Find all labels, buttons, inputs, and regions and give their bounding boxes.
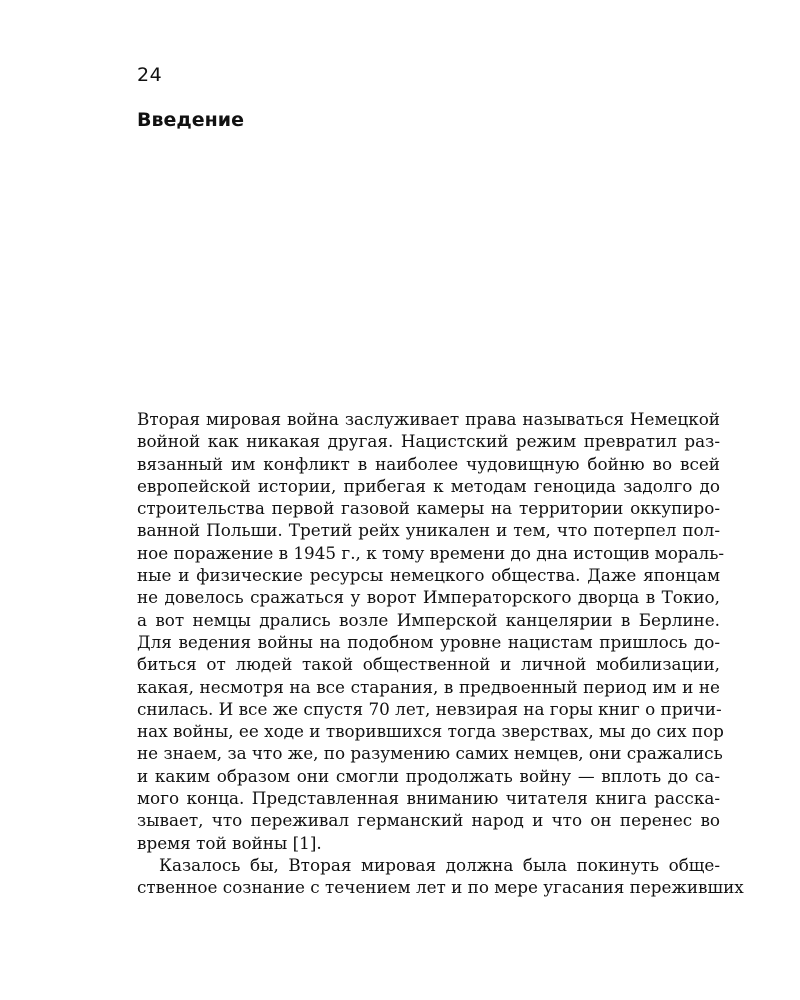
paragraph-1	[137, 408, 725, 854]
text-line: Вторая мировая война заслуживает права называться Немецкой	[137, 409, 720, 429]
text-line: Казалось бы, Вторая мировая должна была покинуть обще-	[159, 854, 720, 875]
text-line: войной как никакая другая. Нацистский режим превратил раз-	[137, 431, 720, 452]
text-line: какая, несмотря на все старания, в предвоенный период им и не	[137, 676, 720, 697]
text-line: не довелось сражаться у ворот Императорского дворца в Токио,	[137, 587, 720, 608]
text-line: ванной Польши. Третий рейх уникален и тем, что потерпел пол-	[137, 520, 720, 541]
text-line: европейской истории, прибегая к методам геноцида задолго до	[137, 475, 720, 496]
text-line: ное поражение в 1945 г., к тому времени до дна истощив мораль-	[137, 542, 725, 563]
text-line: мого конца. Представленная вниманию читателя книга расска-	[137, 788, 720, 809]
text-line: Для ведения войны на подобном уровне нацистам пришлось до-	[137, 631, 720, 652]
text-line: зывает, что переживал германский народ и что он перенес во	[137, 810, 720, 831]
body-text	[137, 408, 744, 899]
text-line: ные и физические ресурсы немецкого общества. Даже японцам	[137, 565, 720, 586]
paragraph-2	[137, 854, 744, 899]
text-line: ственное сознание с течением лет и по мере угасания переживших	[137, 877, 744, 898]
text-line: а вот немцы дрались возле Имперской канцелярии в Берлине.	[137, 609, 720, 630]
page-number: 24	[137, 64, 163, 86]
text-line: снилась. И все же спустя 70 лет, невзирая на горы книг о причи-	[137, 698, 722, 719]
text-line: строительства первой газовой камеры на территории оккупиро-	[137, 498, 720, 519]
text-line: биться от людей такой общественной и личной мобилизации,	[137, 654, 720, 675]
text-line: и каким образом они смогли продолжать войну — вплоть до са-	[137, 765, 720, 786]
text-line: вязанный им конфликт в наиболее чудовищную бойню во всей	[137, 453, 720, 474]
text-line: время той войны [1].	[137, 832, 322, 853]
text-line: нах войны, ее ходе и творившихся тогда зверствах, мы до сих пор	[137, 721, 724, 742]
text-line: не знаем, за что же, по разумению самих немцев, они сражались	[137, 743, 723, 764]
section-title: Введение	[137, 109, 244, 131]
